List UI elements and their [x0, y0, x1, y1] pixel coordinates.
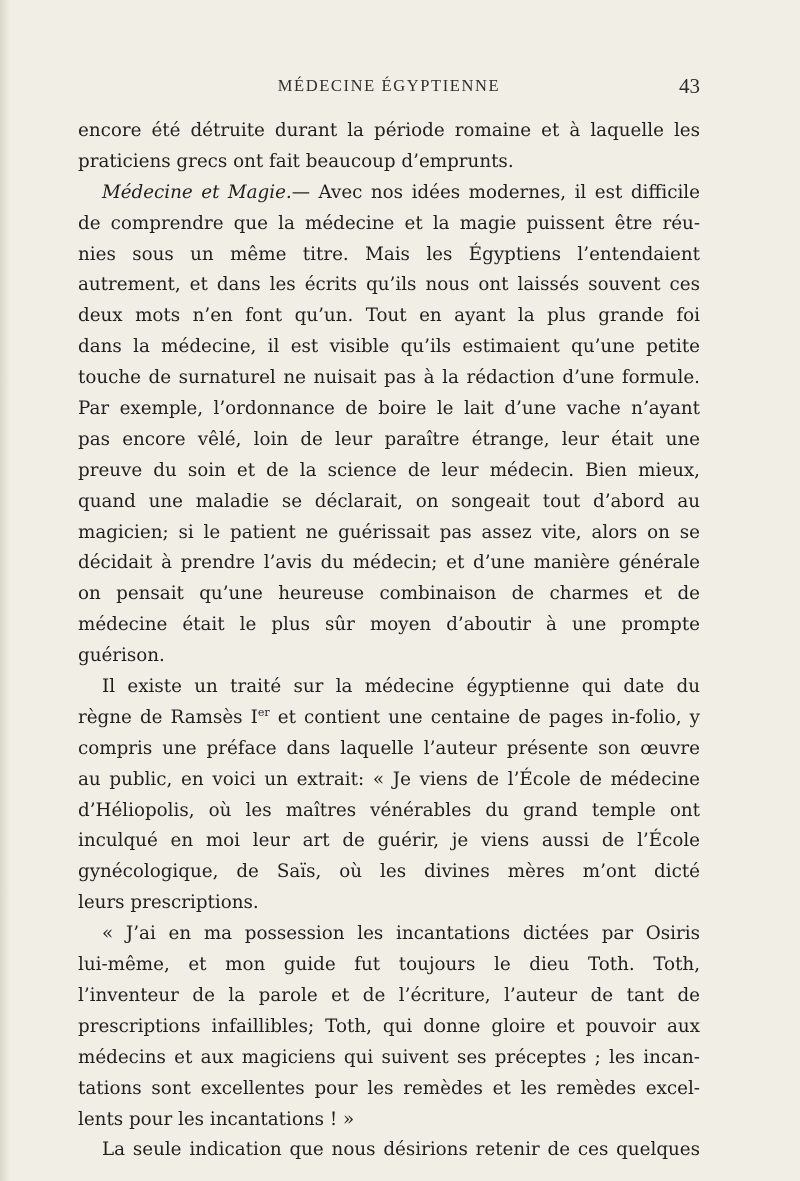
text-line — [78, 178, 700, 209]
text-line: guérison. — [78, 645, 165, 667]
text-line: inculqué en moi leur art de guérir, je viens aussi de l’École — [78, 830, 700, 852]
text-span: — Avec nos idées modernes, il est difficile — [291, 181, 700, 203]
text-line: nies sous un même titre. Mais les Égyptiens l’entendaient — [78, 243, 700, 265]
text-line: dans la médecine, il est visible qu’ils estimaient qu’une petite — [78, 336, 700, 358]
text-line: compris une préface dans laquelle l’auteur présente son œuvre — [78, 737, 700, 759]
body-text — [78, 116, 700, 1166]
text-line: La seule indication que nous désirions retenir de ces quelques — [102, 1139, 700, 1161]
text-line: Par exemple, l’ordonnance de boire le lait d’une vache n’ayant — [78, 398, 700, 420]
running-title: MÉDECINE ÉGYPTIENNE — [277, 76, 501, 95]
text-line: décidait à prendre l’avis du médecin; et d’une manière générale — [78, 552, 700, 574]
text-line: autrement, et dans les écrits qu’ils nous ont laissés souvent ces — [78, 274, 700, 296]
text-line: deux mots n’en font qu’un. Tout en ayant la plus grande foi — [78, 305, 700, 327]
text-span: règne de Ramsès I — [78, 706, 258, 728]
text-line: Il existe un traité sur la médecine égyptienne qui date du — [102, 676, 700, 698]
superscript: er — [257, 705, 270, 719]
text-line: preuve du soin et de la science de leur médecin. Bien mieux, — [78, 459, 700, 481]
text-line: magicien; si le patient ne guérissait pas assez vite, alors on se — [78, 521, 700, 543]
text-line: « J’ai en ma possession les incantations dictées par Osiris — [102, 923, 700, 945]
text-line: encore été détruite durant la période romaine et à laquelle les — [78, 120, 700, 141]
text-line: gynécologique, de Saïs, où les divines mères m’ont dicté — [78, 861, 700, 883]
text-line — [78, 703, 700, 734]
text-line: lents pour les incantations ! » — [78, 1108, 355, 1130]
text-line: praticiens grecs ont fait beaucoup d’emprunts. — [78, 150, 514, 172]
text-line: médecine était le plus sûr moyen d’aboutir à une prompte — [78, 614, 700, 636]
text-line: leurs prescriptions. — [78, 892, 259, 914]
text-line: pas encore vêlé, loin de leur paraître étrange, leur était une — [78, 428, 700, 450]
text-line: prescriptions infaillibles; Toth, qui donne gloire et pouvoir aux — [78, 1015, 700, 1037]
text-line: au public, en voici un extrait: « Je viens de l’École de médecine — [78, 768, 700, 790]
text-line: l’inventeur de la parole et de l’écriture, l’auteur de tant de — [78, 984, 700, 1006]
text-line: on pensait qu’une heureuse combinaison de charmes et de — [78, 583, 700, 605]
text-line: médecins et aux magiciens qui suivent ses préceptes ; les incan- — [78, 1046, 700, 1068]
text-line: de comprendre que la médecine et la magie puissent être réu- — [78, 212, 700, 234]
section-heading: Médecine et Magie. — [102, 181, 292, 203]
text-span: et contient une centaine de pages in-folio, y — [269, 706, 700, 728]
page-header — [78, 74, 700, 102]
text-line: touche de surnaturel ne nuisait pas à la rédaction d’une formule. — [78, 367, 700, 389]
page-number: 43 — [679, 74, 700, 98]
text-line: d’Héliopolis, où les maîtres vénérables du grand temple ont — [78, 799, 700, 821]
text-line: quand une maladie se déclarait, on songeait tout d’abord au — [78, 490, 700, 512]
text-line: lui-même, et mon guide fut toujours le dieu Toth. Toth, — [78, 954, 700, 976]
text-line: tations sont excellentes pour les remèdes et les remèdes excel- — [78, 1077, 700, 1099]
